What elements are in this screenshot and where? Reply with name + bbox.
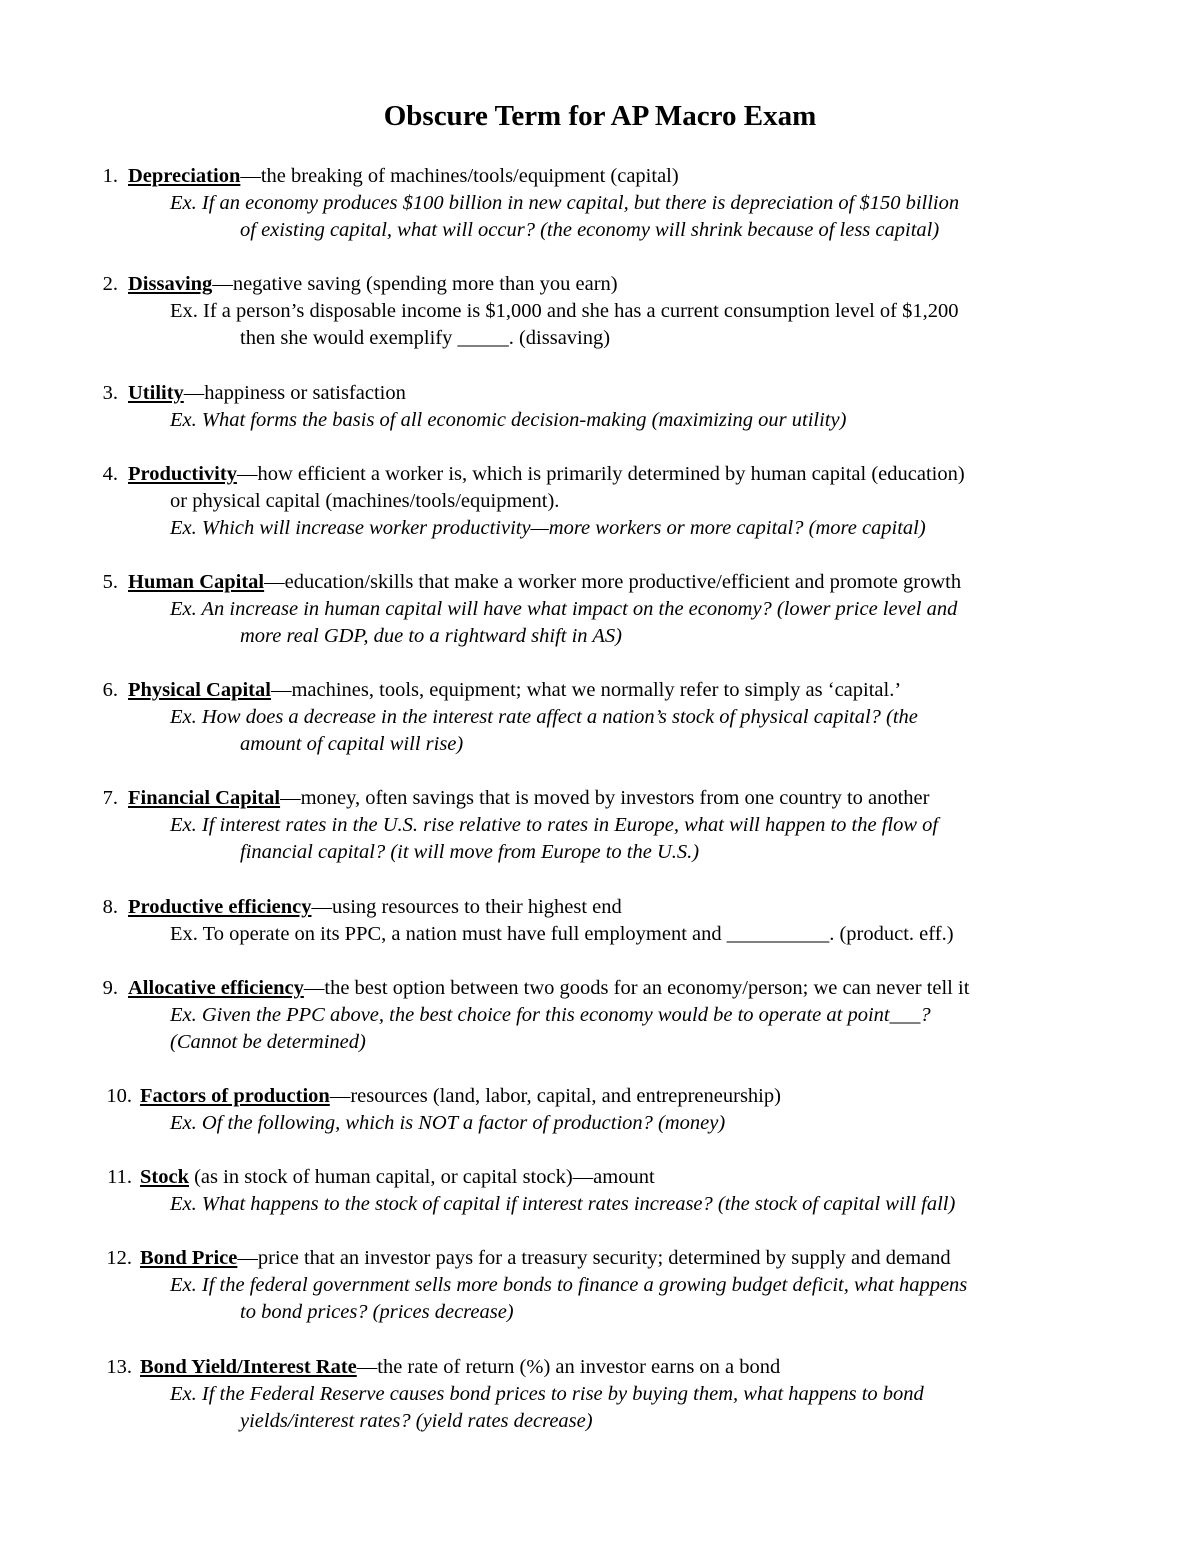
term-number: 10. xyxy=(106,1085,132,1107)
term-definition: —price that an investor pays for a treasury security; determined by supply and demand xyxy=(237,1247,951,1269)
term-example: Ex. Given the PPC above, the best choice for this economy would be to operate at point___? xyxy=(170,1004,931,1026)
term-number: 6. xyxy=(102,679,118,701)
term-example: Ex. If an economy produces $100 billion in new capital, but there is depreciation of $150 billion xyxy=(170,192,960,214)
term-name: Physical Capital xyxy=(128,679,271,701)
term-example: Ex. How does a decrease in the interest rate affect a nation’s stock of physical capital? (the xyxy=(170,706,918,728)
term-definition: —machines, tools, equipment; what we normally refer to simply as ‘capital.’ xyxy=(270,679,902,701)
term-number: 12. xyxy=(106,1247,132,1269)
term-example: Ex. What happens to the stock of capital if interest rates increase? (the stock of capital will fall) xyxy=(170,1193,956,1215)
term-name: Utility xyxy=(128,382,184,404)
term-example: Ex. Which will increase worker productivity—more workers or more capital? (more capital) xyxy=(170,517,926,539)
term-number: 7. xyxy=(102,787,118,809)
term-example: Ex. An increase in human capital will have what impact on the economy? (lower price level and xyxy=(170,598,958,620)
term-example: Ex. Of the following, which is NOT a factor of production? (money) xyxy=(170,1112,726,1134)
term-name: Human Capital xyxy=(128,571,265,593)
term-name: Bond Price xyxy=(140,1247,238,1269)
term-definition-cont: or physical capital (machines/tools/equipment). xyxy=(170,490,560,512)
term-definition: —how efficient a worker is, which is primarily determined by human capital (education) xyxy=(236,463,965,485)
term-example-cont: then she would exemplify _____. (dissaving) xyxy=(240,327,611,349)
term-number: 4. xyxy=(102,463,118,485)
term-definition: —happiness or satisfaction xyxy=(183,382,406,404)
term-example: Ex. If a person’s disposable income is $1,000 and she has a current consumption level of $1,200 xyxy=(170,300,959,322)
term-number: 13. xyxy=(106,1356,132,1378)
term-number: 8. xyxy=(102,896,118,918)
term-name: Financial Capital xyxy=(128,787,281,809)
term-definition: (as in stock of human capital, or capital stock)—amount xyxy=(188,1166,655,1188)
term-name: Stock xyxy=(140,1166,189,1188)
term-name: Productive efficiency xyxy=(128,896,312,918)
term-name: Allocative efficiency xyxy=(128,977,304,999)
term-number: 11. xyxy=(107,1166,132,1188)
term-name: Dissaving xyxy=(128,273,213,295)
term-definition: —resources (land, labor, capital, and entrepreneurship) xyxy=(329,1085,781,1107)
term-number: 1. xyxy=(102,165,118,187)
term-example: Ex. What forms the basis of all economic decision-making (maximizing our utility) xyxy=(170,409,847,431)
term-example-cont: yields/interest rates? (yield rates decrease) xyxy=(240,1410,593,1432)
term-definition: —the best option between two goods for an economy/person; we can never tell it xyxy=(303,977,970,999)
term-example-cont: to bond prices? (prices decrease) xyxy=(240,1301,514,1323)
term-example-cont: financial capital? (it will move from Europe to the U.S.) xyxy=(240,841,700,863)
term-example-cont: of existing capital, what will occur? (the economy will shrink because of less capital) xyxy=(240,219,940,241)
term-name: Bond Yield/Interest Rate xyxy=(140,1356,357,1378)
term-definition: —education/skills that make a worker more productive/efficient and promote growth xyxy=(264,571,962,593)
term-name: Depreciation xyxy=(128,165,241,187)
page-title: Obscure Term for AP Macro Exam xyxy=(383,100,817,132)
term-number: 2. xyxy=(102,273,118,295)
term-definition: —the rate of return (%) an investor earns on a bond xyxy=(356,1356,781,1378)
term-definition: —negative saving (spending more than you earn) xyxy=(212,273,618,295)
term-number: 9. xyxy=(102,977,118,999)
term-example: Ex. If the federal government sells more bonds to finance a growing budget deficit, what happens xyxy=(170,1274,968,1296)
term-definition: —using resources to their highest end xyxy=(311,896,622,918)
term-example: Ex. To operate on its PPC, a nation must have full employment and __________. (product. eff.) xyxy=(170,923,954,945)
term-definition: —money, often savings that is moved by investors from one country to another xyxy=(280,787,930,809)
term-number: 3. xyxy=(102,382,118,404)
term-number: 5. xyxy=(102,571,118,593)
term-example: Ex. If interest rates in the U.S. rise relative to rates in Europe, what will happen to the flow of xyxy=(170,814,939,836)
term-example-cont: amount of capital will rise) xyxy=(240,733,464,755)
term-name: Factors of production xyxy=(140,1085,330,1107)
term-example: Ex. If the Federal Reserve causes bond prices to rise by buying them, what happens to bond xyxy=(170,1383,924,1405)
term-example-cont: more real GDP, due to a rightward shift in AS) xyxy=(240,625,622,647)
term-name: Productivity xyxy=(128,463,237,485)
term-example-cont: (Cannot be determined) xyxy=(170,1031,366,1053)
term-definition: —the breaking of machines/tools/equipment (capital) xyxy=(240,165,679,187)
